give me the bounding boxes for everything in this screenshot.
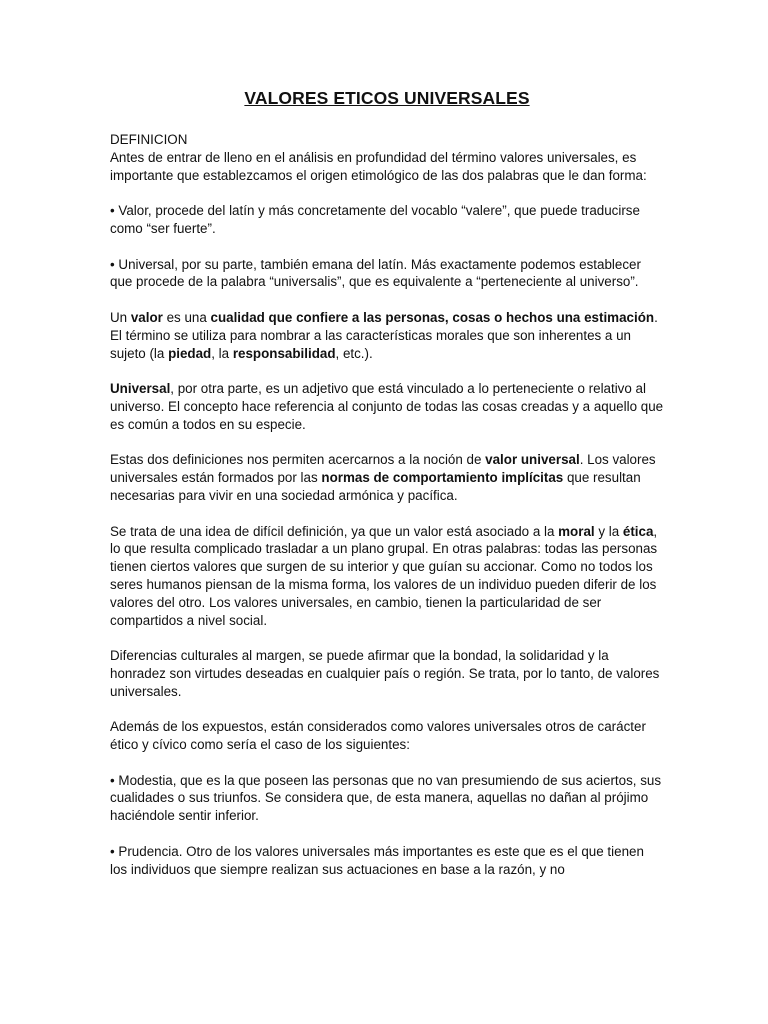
text-run: es una — [162, 309, 211, 325]
text-run: , por otra parte, es un adjetivo que está vinculado a lo perteneciente o relativo al universo. El concepto hace referencia al conjunto de todas las cosas creadas y a aquello que es común a todos en su especie. — [110, 381, 664, 432]
text-run: , etc.). — [335, 345, 373, 361]
paragraph — [110, 309, 664, 362]
bold-text: piedad — [168, 345, 212, 361]
text-run: • Prudencia. Otro de los valores universales más importantes es este que es el que tienen los individuos que siempre realizan sus actuaciones en base a la razón, y no — [110, 843, 644, 877]
paragraph — [110, 772, 664, 825]
bold-text: cualidad que confiere a las personas, cosas o hechos una estimación — [210, 309, 655, 325]
text-run: Antes de entrar de lleno en el análisis en profundidad del término valores universales, es importante que establezcamos el origen etimológico de las dos palabras que le dan forma: — [110, 149, 647, 183]
bold-text: moral — [558, 523, 595, 539]
text-run: , la — [211, 345, 233, 361]
text-run: que resultan necesarias para vivir en una sociedad armónica y pacífica. — [110, 470, 641, 503]
text-run: • Universal, por su parte, también emana del latín. Más exactamente podemos establecer que procede de la palabra “universalis”, que es equivalente a “perteneciente al universo”. — [110, 256, 641, 290]
paragraph-list — [110, 149, 664, 879]
document-body — [110, 131, 664, 878]
text-run: Se trata de una idea de difícil definición, ya que un valor está asociado a la — [110, 523, 559, 539]
bold-text: normas de comportamiento implícitas — [321, 470, 564, 486]
paragraph — [110, 451, 664, 504]
section-heading: DEFINICION — [110, 132, 188, 147]
paragraph — [110, 843, 664, 879]
bold-text: responsabilidad — [232, 345, 336, 361]
text-run: . El término se utiliza para nombrar a las características morales que son inherentes a un sujeto (la — [110, 309, 658, 361]
bold-text: valor universal — [485, 452, 580, 468]
document-title: VALORES ETICOS UNIVERSALES — [244, 88, 530, 108]
paragraph — [110, 718, 664, 754]
bold-text: valor — [130, 309, 163, 325]
paragraph — [110, 647, 664, 700]
text-run: Estas dos definiciones nos permiten acercarnos a la noción de — [110, 452, 486, 468]
bold-text: Universal — [110, 381, 171, 397]
bold-text: ética — [622, 523, 654, 539]
paragraph — [110, 523, 664, 630]
paragraph — [110, 202, 664, 238]
text-run: , lo que resulta complicado trasladar a un plano grupal. En otras palabras: todas las personas tienen ciertos valores que surgen de su interior y que guían su accionar. Como no todos los seres humanos piensan de la misma forma, los valores de un individuo pueden diferir de los valores del otro. Los valores universales, en cambio, tienen la particularidad de ser compartidos a nivel social. — [110, 523, 658, 628]
text-run: Además de los expuestos, están considerados como valores universales otros de carácter ético y cívico como sería el caso de los siguientes: — [110, 719, 646, 753]
text-run: • Modestia, que es la que poseen las personas que no van presumiendo de sus aciertos, sus cualidades o sus triunfos. Se considera que, de esta manera, aquellas no dañan al prójimo haciéndole sentir inferior. — [110, 772, 662, 824]
paragraph — [110, 380, 664, 433]
text-run: . Los valores universales están formados por las — [110, 452, 656, 486]
text-run: • Valor, procede del latín y más concretamente del vocablo “valere”, que puede traducirse como “ser fuerte”. — [110, 203, 640, 236]
paragraph — [110, 149, 664, 185]
text-run: y la — [594, 523, 623, 539]
text-run: Un — [110, 309, 131, 325]
text-run: Diferencias culturales al margen, se puede afirmar que la bondad, la solidaridad y la honradez son virtudes deseadas en cualquier país o región. Se trata, por lo tanto, de valores universales. — [110, 648, 660, 699]
paragraph — [110, 256, 664, 292]
